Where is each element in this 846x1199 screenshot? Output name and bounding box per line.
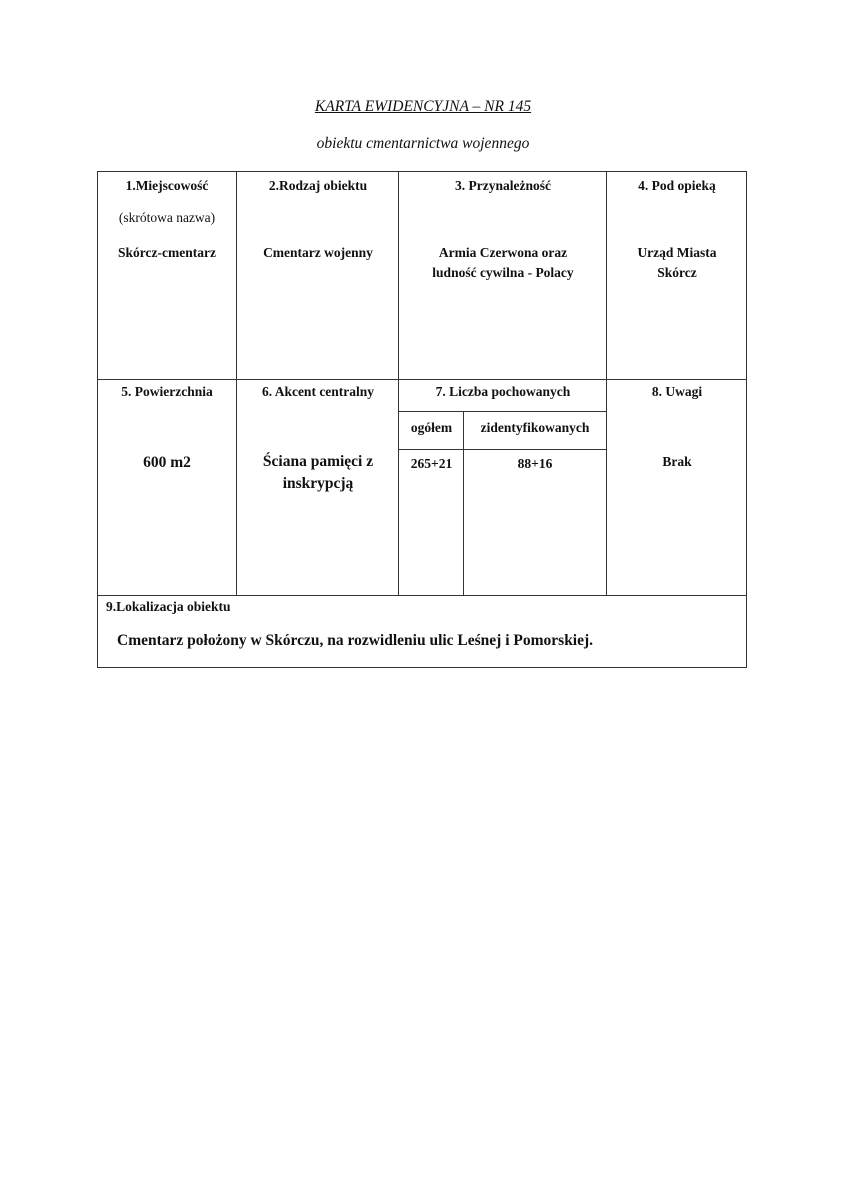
- burials-identified-label: zidentyfikowanych: [480, 420, 590, 435]
- central-accent-value-line2: inskrypcją: [282, 475, 354, 492]
- custody-value-line1: Urząd Miasta: [637, 245, 717, 260]
- table-border-top: [97, 171, 747, 172]
- burials-subheader-bottom: [398, 449, 606, 450]
- affiliation-value-line1: Armia Czerwona oraz: [438, 245, 568, 260]
- burials-subcol-divider: [463, 411, 464, 596]
- affiliation-value-line2: ludność cywilna - Polacy: [432, 265, 574, 280]
- registry-card-table: [97, 171, 747, 668]
- locality-value: Skórcz-cmentarz: [118, 245, 216, 260]
- document-title: KARTA EWIDENCYJNA – NR 145: [314, 98, 532, 115]
- document-subtitle: obiektu cmentarnictwa wojennego: [316, 135, 530, 152]
- location-value: Cmentarz położony w Skórczu, na rozwidleniu ulic Leśnej i Pomorskiej.: [117, 632, 594, 649]
- remarks-value: Brak: [662, 454, 692, 469]
- object-type-heading: 2.Rodzaj obiektu: [268, 178, 368, 193]
- table-border-bottom: [97, 667, 747, 668]
- location-heading: 9.Lokalizacja obiektu: [106, 599, 231, 614]
- locality-note: (skrótowa nazwa): [118, 210, 216, 225]
- custody-value-line2: Skórcz: [657, 265, 697, 280]
- custody-heading: 4. Pod opieką: [638, 178, 716, 193]
- locality-heading: 1.Miejscowość: [125, 178, 209, 193]
- object-type-value: Cmentarz wojenny: [263, 245, 373, 260]
- area-heading: 5. Powierzchnia: [121, 384, 213, 399]
- area-value: 600 m2: [143, 454, 191, 471]
- burials-heading: 7. Liczba pochowanych: [435, 384, 571, 399]
- burials-total-label: ogółem: [410, 420, 453, 435]
- central-accent-heading: 6. Akcent centralny: [261, 384, 375, 399]
- remarks-heading: 8. Uwagi: [651, 384, 703, 399]
- table-row-divider-1: [97, 379, 747, 380]
- central-accent-value-line1: Ściana pamięci z: [262, 453, 374, 470]
- burials-total-value: 265+21: [410, 456, 453, 471]
- burials-subheader-top: [398, 411, 606, 412]
- burials-identified-value: 88+16: [517, 456, 553, 471]
- affiliation-heading: 3. Przynależność: [455, 178, 551, 193]
